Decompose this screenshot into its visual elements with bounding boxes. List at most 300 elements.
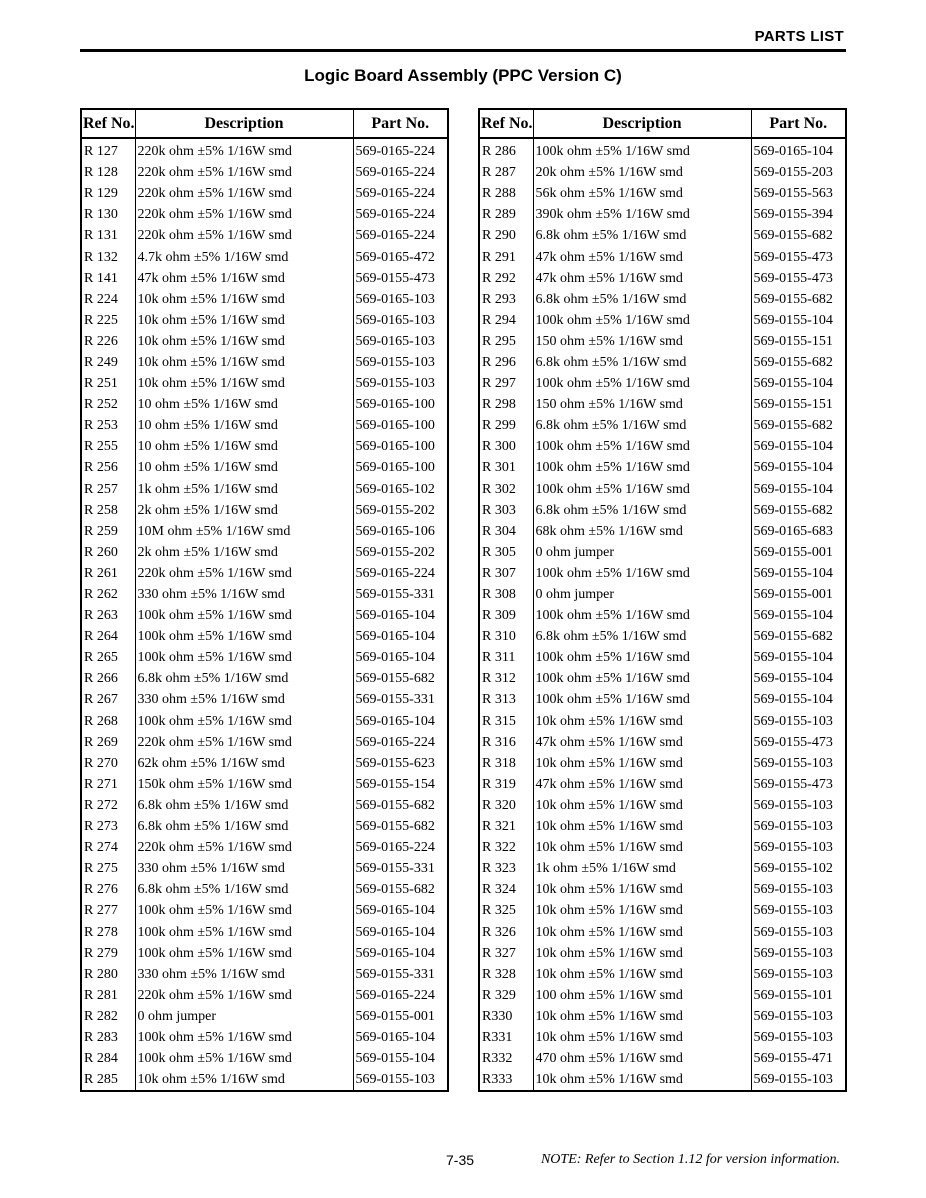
table-row: [81, 204, 448, 225]
column-header-part: Part No.: [751, 109, 846, 138]
ref-no-cell: R 291: [482, 249, 516, 265]
table-row: [479, 943, 846, 964]
part-no-cell: 569-0155-682: [353, 879, 448, 900]
table-row: [479, 879, 846, 900]
description-cell: 47k ohm ±5% 1/16W smd: [533, 268, 751, 289]
ref-no-cell: R 259: [84, 523, 118, 539]
table-row: [81, 479, 448, 500]
table-row: [81, 436, 448, 457]
part-no-cell: 569-0155-103: [751, 837, 846, 858]
table-row: [479, 268, 846, 289]
description-cell: 100k ohm ±5% 1/16W smd: [135, 921, 353, 942]
part-no-cell: 569-0155-682: [353, 816, 448, 837]
table-row: [479, 542, 846, 563]
part-no-cell: 569-0165-104: [751, 138, 846, 162]
part-no-cell: 569-0155-682: [751, 225, 846, 246]
ref-no-cell: R 130: [84, 207, 118, 223]
ref-no-cell: R 305: [482, 544, 516, 560]
description-cell: 6.8k ohm ±5% 1/16W smd: [533, 500, 751, 521]
ref-no-cell: R 255: [84, 439, 118, 455]
table-row: [479, 331, 846, 352]
description-cell: 68k ohm ±5% 1/16W smd: [533, 521, 751, 542]
ref-no-cell: R 309: [482, 608, 516, 624]
ref-no-cell: R 313: [482, 692, 516, 708]
part-no-cell: 569-0155-103: [353, 373, 448, 394]
table-row: [81, 225, 448, 246]
table-row: [81, 1069, 448, 1091]
ref-no-cell: R 284: [84, 1051, 118, 1067]
ref-no-cell: R 285: [84, 1072, 118, 1088]
description-cell: 47k ohm ±5% 1/16W smd: [533, 246, 751, 267]
ref-no-cell: R 318: [482, 755, 516, 771]
part-no-cell: 569-0165-104: [353, 921, 448, 942]
column-header-ref: Ref No.: [81, 109, 135, 138]
description-cell: 100k ohm ±5% 1/16W smd: [533, 647, 751, 668]
ref-no-cell: R 292: [482, 270, 516, 286]
part-no-cell: 569-0155-331: [353, 689, 448, 710]
table-row: [479, 563, 846, 584]
description-cell: 62k ohm ±5% 1/16W smd: [135, 753, 353, 774]
ref-no-cell: R 327: [482, 945, 516, 961]
ref-no-cell: R 273: [84, 819, 118, 835]
table-header-row: [479, 109, 846, 138]
description-cell: 150 ohm ±5% 1/16W smd: [533, 331, 751, 352]
table-row: [81, 373, 448, 394]
table-row: [479, 138, 846, 162]
ref-no-cell: R 325: [482, 903, 516, 919]
description-cell: 20k ohm ±5% 1/16W smd: [533, 162, 751, 183]
ref-no-cell: R 272: [84, 797, 118, 813]
ref-no-cell: R 268: [84, 713, 118, 729]
ref-no-cell: R 321: [482, 819, 516, 835]
table-row: [81, 795, 448, 816]
part-no-cell: 569-0165-104: [353, 711, 448, 732]
table-row: [479, 626, 846, 647]
description-cell: 100k ohm ±5% 1/16W smd: [135, 605, 353, 626]
table-row: [479, 816, 846, 837]
part-no-cell: 569-0165-106: [353, 521, 448, 542]
description-cell: 2k ohm ±5% 1/16W smd: [135, 500, 353, 521]
description-cell: 6.8k ohm ±5% 1/16W smd: [533, 225, 751, 246]
description-cell: 10k ohm ±5% 1/16W smd: [135, 352, 353, 373]
table-row: [81, 774, 448, 795]
description-cell: 6.8k ohm ±5% 1/16W smd: [135, 668, 353, 689]
description-cell: 150k ohm ±5% 1/16W smd: [135, 774, 353, 795]
table-row: [479, 689, 846, 710]
part-no-cell: 569-0155-682: [751, 352, 846, 373]
ref-no-cell: R 226: [84, 333, 118, 349]
description-cell: 100k ohm ±5% 1/16W smd: [533, 689, 751, 710]
part-no-cell: 569-0155-203: [751, 162, 846, 183]
description-cell: 10k ohm ±5% 1/16W smd: [533, 753, 751, 774]
description-cell: 10 ohm ±5% 1/16W smd: [135, 394, 353, 415]
table-row: [479, 246, 846, 267]
ref-no-cell: R 296: [482, 354, 516, 370]
ref-no-cell: R 312: [482, 671, 516, 687]
description-cell: 10k ohm ±5% 1/16W smd: [533, 900, 751, 921]
ref-no-cell: R 260: [84, 544, 118, 560]
part-no-cell: 569-0165-224: [353, 837, 448, 858]
version-note: NOTE: Refer to Section 1.12 for version information.: [540, 1152, 840, 1167]
part-no-cell: 569-0155-103: [751, 879, 846, 900]
part-no-cell: 569-0155-473: [751, 246, 846, 267]
ref-no-cell: R 224: [84, 291, 118, 307]
description-cell: 10k ohm ±5% 1/16W smd: [533, 921, 751, 942]
ref-no-cell: R 308: [482, 587, 516, 603]
table-row: [81, 521, 448, 542]
ref-no-cell: R 298: [482, 397, 516, 413]
part-no-cell: 569-0155-103: [353, 352, 448, 373]
table-row: [479, 500, 846, 521]
ref-no-cell: R 271: [84, 776, 118, 792]
part-no-cell: 569-0165-103: [353, 289, 448, 310]
part-no-cell: 569-0155-103: [751, 753, 846, 774]
ref-no-cell: R 128: [84, 165, 118, 181]
ref-no-cell: R 262: [84, 587, 118, 603]
table-row: [81, 1006, 448, 1027]
table-row: [81, 605, 448, 626]
description-cell: 100k ohm ±5% 1/16W smd: [533, 436, 751, 457]
ref-no-cell: R 251: [84, 376, 118, 392]
description-cell: 6.8k ohm ±5% 1/16W smd: [135, 879, 353, 900]
table-row: [479, 668, 846, 689]
ref-no-cell: R 297: [482, 376, 516, 392]
ref-no-cell: R 289: [482, 207, 516, 223]
description-cell: 6.8k ohm ±5% 1/16W smd: [533, 289, 751, 310]
part-no-cell: 569-0155-101: [751, 985, 846, 1006]
part-no-cell: 569-0155-103: [751, 816, 846, 837]
part-no-cell: 569-0155-623: [353, 753, 448, 774]
table-row: [81, 879, 448, 900]
ref-no-cell: R 307: [482, 565, 516, 581]
table-row: [479, 1027, 846, 1048]
table-row: [479, 521, 846, 542]
table-row: [81, 668, 448, 689]
part-no-cell: 569-0155-103: [751, 943, 846, 964]
description-cell: 100k ohm ±5% 1/16W smd: [135, 943, 353, 964]
description-cell: 220k ohm ±5% 1/16W smd: [135, 985, 353, 1006]
table-row: [479, 711, 846, 732]
ref-no-cell: R 304: [482, 523, 516, 539]
column-header-part: Part No.: [353, 109, 448, 138]
description-cell: 10k ohm ±5% 1/16W smd: [533, 837, 751, 858]
part-no-cell: 569-0165-224: [353, 563, 448, 584]
ref-no-cell: R 320: [482, 797, 516, 813]
part-no-cell: 569-0155-102: [751, 858, 846, 879]
description-cell: 47k ohm ±5% 1/16W smd: [533, 774, 751, 795]
description-cell: 100k ohm ±5% 1/16W smd: [135, 711, 353, 732]
ref-no-cell: R 264: [84, 629, 118, 645]
part-no-cell: 569-0165-100: [353, 394, 448, 415]
table-row: [81, 753, 448, 774]
description-cell: 100k ohm ±5% 1/16W smd: [533, 605, 751, 626]
ref-no-cell: R 258: [84, 502, 118, 518]
table-row: [479, 921, 846, 942]
description-cell: 100 ohm ±5% 1/16W smd: [533, 985, 751, 1006]
description-cell: 100k ohm ±5% 1/16W smd: [533, 373, 751, 394]
part-no-cell: 569-0155-682: [751, 500, 846, 521]
part-no-cell: 569-0155-104: [751, 563, 846, 584]
description-cell: 6.8k ohm ±5% 1/16W smd: [533, 415, 751, 436]
part-no-cell: 569-0155-471: [751, 1048, 846, 1069]
ref-no-cell: R 286: [482, 144, 516, 160]
table-row: [479, 436, 846, 457]
description-cell: 150 ohm ±5% 1/16W smd: [533, 394, 751, 415]
ref-no-cell: R 253: [84, 418, 118, 434]
table-row: [81, 268, 448, 289]
ref-no-cell: R 323: [482, 861, 516, 877]
ref-no-cell: R 127: [84, 144, 118, 160]
description-cell: 330 ohm ±5% 1/16W smd: [135, 858, 353, 879]
description-cell: 47k ohm ±5% 1/16W smd: [135, 268, 353, 289]
description-cell: 6.8k ohm ±5% 1/16W smd: [533, 352, 751, 373]
description-cell: 10k ohm ±5% 1/16W smd: [533, 879, 751, 900]
table-row: [479, 795, 846, 816]
part-no-cell: 569-0155-001: [353, 1006, 448, 1027]
table-row: [81, 352, 448, 373]
table-row: [81, 584, 448, 605]
ref-no-cell: R 274: [84, 840, 118, 856]
part-no-cell: 569-0165-683: [751, 521, 846, 542]
table-row: [479, 732, 846, 753]
part-no-cell: 569-0155-154: [353, 774, 448, 795]
ref-no-cell: R 303: [482, 502, 516, 518]
description-cell: 100k ohm ±5% 1/16W smd: [135, 647, 353, 668]
table-row: [81, 457, 448, 478]
part-no-cell: 569-0155-103: [751, 1006, 846, 1027]
parts-table-right-body: [479, 138, 846, 1091]
table-row: [479, 1006, 846, 1027]
table-row: [479, 479, 846, 500]
description-cell: 330 ohm ±5% 1/16W smd: [135, 689, 353, 710]
description-cell: 0 ohm jumper: [135, 1006, 353, 1027]
description-cell: 100k ohm ±5% 1/16W smd: [533, 563, 751, 584]
part-no-cell: 569-0155-104: [751, 668, 846, 689]
table-row: [479, 289, 846, 310]
ref-no-cell: R 299: [482, 418, 516, 434]
description-cell: 390k ohm ±5% 1/16W smd: [533, 204, 751, 225]
part-no-cell: 569-0155-682: [751, 626, 846, 647]
description-cell: 1k ohm ±5% 1/16W smd: [135, 479, 353, 500]
part-no-cell: 569-0155-682: [353, 668, 448, 689]
part-no-cell: 569-0165-472: [353, 246, 448, 267]
description-cell: 330 ohm ±5% 1/16W smd: [135, 584, 353, 605]
part-no-cell: 569-0155-103: [353, 1069, 448, 1091]
part-no-cell: 569-0165-224: [353, 138, 448, 162]
table-row: [479, 204, 846, 225]
table-row: [479, 837, 846, 858]
ref-no-cell: R 283: [84, 1029, 118, 1045]
ref-no-cell: R 300: [482, 439, 516, 455]
part-no-cell: 569-0165-224: [353, 162, 448, 183]
table-row: [479, 415, 846, 436]
ref-no-cell: R 319: [482, 776, 516, 792]
ref-no-cell: R 265: [84, 650, 118, 666]
description-cell: 100k ohm ±5% 1/16W smd: [135, 1048, 353, 1069]
description-cell: 10k ohm ±5% 1/16W smd: [135, 1069, 353, 1091]
ref-no-cell: R 294: [482, 312, 516, 328]
table-row: [479, 985, 846, 1006]
part-no-cell: 569-0155-473: [751, 268, 846, 289]
ref-no-cell: R 328: [482, 966, 516, 982]
ref-no-cell: R 261: [84, 565, 118, 581]
ref-no-cell: R 282: [84, 1008, 118, 1024]
description-cell: 0 ohm jumper: [533, 542, 751, 563]
ref-no-cell: R 131: [84, 228, 118, 244]
parts-table-left-body: [81, 138, 448, 1091]
description-cell: 6.8k ohm ±5% 1/16W smd: [135, 795, 353, 816]
table-row: [81, 732, 448, 753]
part-no-cell: 569-0165-104: [353, 943, 448, 964]
ref-no-cell: R 278: [84, 924, 118, 940]
description-cell: 10 ohm ±5% 1/16W smd: [135, 436, 353, 457]
table-row: [81, 647, 448, 668]
header-rule: [80, 49, 846, 52]
page-title: Logic Board Assembly (PPC Version C): [304, 66, 622, 85]
part-no-cell: 569-0155-682: [353, 795, 448, 816]
ref-no-cell: R 281: [84, 987, 118, 1003]
ref-no-cell: R 225: [84, 312, 118, 328]
description-cell: 100k ohm ±5% 1/16W smd: [533, 457, 751, 478]
ref-no-cell: R 302: [482, 481, 516, 497]
table-row: [81, 985, 448, 1006]
description-cell: 10k ohm ±5% 1/16W smd: [533, 1027, 751, 1048]
description-cell: 330 ohm ±5% 1/16W smd: [135, 964, 353, 985]
table-row: [81, 943, 448, 964]
table-row: [479, 1048, 846, 1069]
part-no-cell: 569-0155-104: [751, 457, 846, 478]
part-no-cell: 569-0155-682: [751, 289, 846, 310]
description-cell: 100k ohm ±5% 1/16W smd: [533, 479, 751, 500]
table-row: [81, 138, 448, 162]
table-row: [81, 310, 448, 331]
ref-no-cell: R 263: [84, 608, 118, 624]
description-cell: 10k ohm ±5% 1/16W smd: [135, 373, 353, 394]
ref-no-cell: R 256: [84, 460, 118, 476]
part-no-cell: 569-0155-104: [751, 436, 846, 457]
part-no-cell: 569-0165-104: [353, 626, 448, 647]
part-no-cell: 569-0165-103: [353, 310, 448, 331]
table-row: [81, 162, 448, 183]
part-no-cell: 569-0155-473: [353, 268, 448, 289]
table-row: [81, 837, 448, 858]
part-no-cell: 569-0165-224: [353, 732, 448, 753]
part-no-cell: 569-0155-104: [751, 373, 846, 394]
part-no-cell: 569-0165-100: [353, 436, 448, 457]
part-no-cell: 569-0155-202: [353, 500, 448, 521]
description-cell: 10 ohm ±5% 1/16W smd: [135, 415, 353, 436]
ref-no-cell: R 324: [482, 882, 516, 898]
description-cell: 220k ohm ±5% 1/16W smd: [135, 138, 353, 162]
table-row: [81, 964, 448, 985]
ref-no-cell: R 293: [482, 291, 516, 307]
table-row: [479, 183, 846, 204]
table-row: [479, 310, 846, 331]
table-row: [81, 858, 448, 879]
description-cell: 220k ohm ±5% 1/16W smd: [135, 204, 353, 225]
table-row: [81, 289, 448, 310]
part-no-cell: 569-0155-202: [353, 542, 448, 563]
description-cell: 220k ohm ±5% 1/16W smd: [135, 183, 353, 204]
ref-no-cell: R 311: [482, 650, 516, 666]
description-cell: 0 ohm jumper: [533, 584, 751, 605]
ref-no-cell: R 287: [482, 165, 516, 181]
table-row: [479, 373, 846, 394]
table-row: [479, 457, 846, 478]
part-no-cell: 569-0165-224: [353, 204, 448, 225]
part-no-cell: 569-0165-224: [353, 225, 448, 246]
part-no-cell: 569-0155-104: [751, 605, 846, 626]
description-cell: 220k ohm ±5% 1/16W smd: [135, 563, 353, 584]
ref-no-cell: R 316: [482, 734, 516, 750]
part-no-cell: 569-0165-100: [353, 457, 448, 478]
part-no-cell: 569-0155-103: [751, 1069, 846, 1091]
part-no-cell: 569-0155-104: [751, 310, 846, 331]
part-no-cell: 569-0155-473: [751, 774, 846, 795]
part-no-cell: 569-0155-331: [353, 964, 448, 985]
part-no-cell: 569-0155-103: [751, 1027, 846, 1048]
parts-table-right: [478, 108, 847, 1092]
description-cell: 470 ohm ±5% 1/16W smd: [533, 1048, 751, 1069]
part-no-cell: 569-0155-103: [751, 964, 846, 985]
table-row: [81, 542, 448, 563]
ref-no-cell: R332: [482, 1051, 513, 1067]
description-cell: 100k ohm ±5% 1/16W smd: [135, 626, 353, 647]
description-cell: 10k ohm ±5% 1/16W smd: [135, 331, 353, 352]
part-no-cell: 569-0165-100: [353, 415, 448, 436]
description-cell: 56k ohm ±5% 1/16W smd: [533, 183, 751, 204]
ref-no-cell: R 269: [84, 734, 118, 750]
ref-no-cell: R 290: [482, 228, 516, 244]
table-row: [479, 647, 846, 668]
description-cell: 10 ohm ±5% 1/16W smd: [135, 457, 353, 478]
part-no-cell: 569-0165-224: [353, 985, 448, 1006]
part-no-cell: 569-0165-104: [353, 647, 448, 668]
table-row: [81, 1048, 448, 1069]
description-cell: 10k ohm ±5% 1/16W smd: [135, 310, 353, 331]
part-no-cell: 569-0155-394: [751, 204, 846, 225]
part-no-cell: 569-0155-682: [751, 415, 846, 436]
ref-no-cell: R330: [482, 1008, 513, 1024]
part-no-cell: 569-0155-104: [751, 689, 846, 710]
part-no-cell: 569-0165-104: [353, 900, 448, 921]
table-row: [81, 500, 448, 521]
ref-no-cell: R331: [482, 1029, 513, 1045]
description-cell: 220k ohm ±5% 1/16W smd: [135, 732, 353, 753]
ref-no-cell: R 132: [84, 249, 118, 265]
ref-no-cell: R 315: [482, 713, 516, 729]
description-cell: 100k ohm ±5% 1/16W smd: [533, 310, 751, 331]
table-row: [81, 331, 448, 352]
table-row: [479, 162, 846, 183]
part-no-cell: 569-0165-224: [353, 183, 448, 204]
ref-no-cell: R 310: [482, 629, 516, 645]
table-row: [479, 858, 846, 879]
ref-no-cell: R 329: [482, 987, 516, 1003]
table-row: [81, 183, 448, 204]
ref-no-cell: R 276: [84, 882, 118, 898]
part-no-cell: 569-0155-331: [353, 584, 448, 605]
description-cell: 10M ohm ±5% 1/16W smd: [135, 521, 353, 542]
part-no-cell: 569-0155-103: [751, 711, 846, 732]
ref-no-cell: R 257: [84, 481, 118, 497]
ref-no-cell: R 129: [84, 186, 118, 202]
table-row: [81, 246, 448, 267]
table-row: [479, 1069, 846, 1091]
description-cell: 100k ohm ±5% 1/16W smd: [135, 1027, 353, 1048]
ref-no-cell: R 252: [84, 397, 118, 413]
ref-no-cell: R 141: [84, 270, 118, 286]
